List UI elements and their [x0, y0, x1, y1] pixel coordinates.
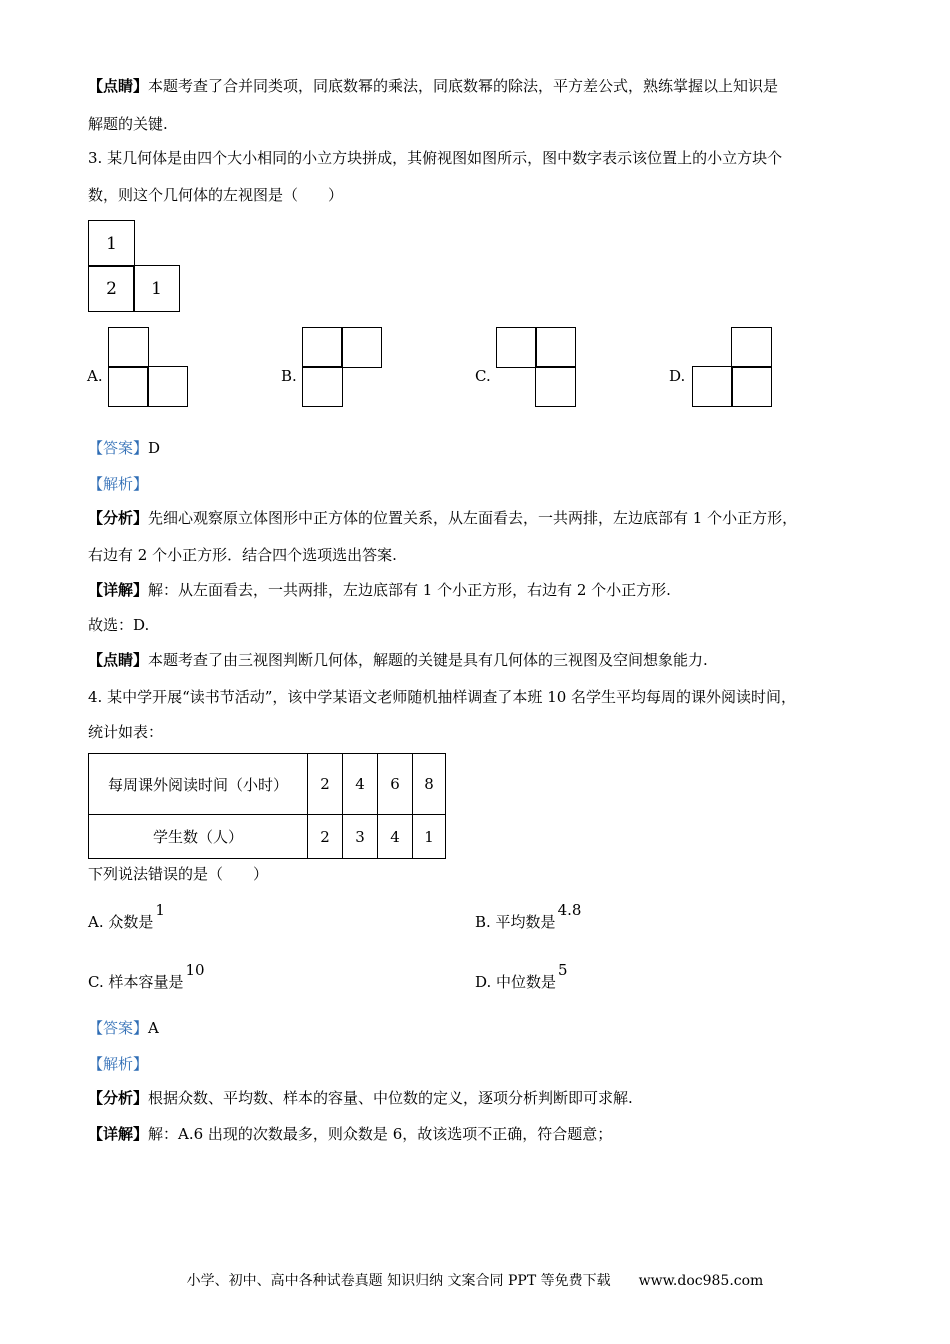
table-header-cell: 学生数（人） [89, 815, 308, 859]
option-c-square [535, 327, 576, 368]
answer-value: A [148, 1019, 159, 1037]
q3-detail [88, 580, 671, 600]
table-cell: 1 [413, 815, 446, 859]
dianjing-tag: 【点睛】 [88, 651, 149, 669]
option-c-label: C. [475, 367, 491, 385]
table-cell: 3 [343, 815, 378, 859]
top-view-cell: 1 [88, 220, 135, 267]
q4-answer [88, 1018, 159, 1038]
table-row [89, 815, 446, 859]
option-d-square [692, 366, 733, 407]
q4-option-b [475, 901, 582, 932]
q3-stem-line1: 3. 某几何体是由四个大小相同的小立方块拼成，其俯视图如图所示，图中数字表示该位置上的小立方块个 [88, 149, 783, 167]
option-b-square [341, 327, 382, 368]
option-a-square [147, 366, 188, 407]
fenxi-tag: 【分析】 [88, 1089, 149, 1107]
option-label: C. 样本容量是 [88, 973, 184, 991]
reading-time-table [88, 753, 446, 859]
option-b-label: B. [281, 367, 297, 385]
q3-analysis-tag: 【解析】 [88, 475, 149, 493]
answer-tag: 【答案】 [88, 1019, 149, 1037]
q4-stem-line1: 4. 某中学开展“读书节活动”，该中学某语文老师随机抽样调查了本班 10 名学生平均每周的课外阅读时间， [88, 688, 797, 706]
top-view-cell: 2 [88, 265, 135, 312]
q3-answer [88, 438, 160, 458]
q4-stem-line2: 统计如表： [88, 723, 164, 741]
option-d-square [731, 327, 772, 368]
table-cell: 8 [413, 754, 446, 815]
option-a-square [108, 327, 149, 368]
page-footer: 小学、初中、高中各种试卷真题 知识归纳 文案合同 PPT 等免费下载 www.doc985.com [186, 1273, 764, 1289]
answer-tag: 【答案】 [88, 439, 149, 457]
fenxi-text: 先细心观察原立体图形中正方体的位置关系，从左面看去，一共两排，左边底部有 1 个小正方形， [148, 509, 798, 527]
option-value: 10 [185, 961, 205, 979]
option-d-label: D. [669, 367, 686, 385]
dianjing-text: 本题考查了由三视图判断几何体，解题的关键是具有几何体的三视图及空间想象能力. [148, 651, 708, 669]
fenxi-tag: 【分析】 [88, 509, 149, 527]
detail-tag: 【详解】 [88, 1125, 149, 1143]
fenxi-text: 根据众数、平均数、样本的容量、中位数的定义，逐项分析判断即可求解. [148, 1089, 633, 1107]
option-b-square [302, 327, 343, 368]
table-row [89, 754, 446, 815]
option-value: 1 [155, 901, 165, 919]
answer-value: D [148, 439, 161, 457]
q3-dianjing [88, 650, 708, 670]
dianjing-tag: 【点睛】 [88, 77, 149, 95]
table-cell: 6 [378, 754, 413, 815]
dianjing-paragraph [88, 76, 778, 96]
option-a-square [108, 366, 149, 407]
q3-stem-line2: 数，则这个几何体的左视图是（ ） [88, 186, 344, 204]
option-a-label: A. [87, 367, 103, 385]
q4-option-c [88, 961, 205, 992]
q4-fenxi [88, 1088, 633, 1108]
q4-question: 下列说法错误的是（ ） [88, 865, 269, 883]
option-label: A. 众数是 [88, 913, 154, 931]
q4-analysis-tag: 【解析】 [88, 1055, 149, 1073]
option-label: D. 中位数是 [475, 973, 557, 991]
table-cell: 4 [343, 754, 378, 815]
dianjing-text-cont: 解题的关键. [88, 115, 168, 133]
option-d-square [731, 366, 772, 407]
q4-option-a [88, 901, 165, 932]
top-view-cell: 1 [133, 265, 180, 312]
option-label: B. 平均数是 [475, 913, 556, 931]
option-c-square [496, 327, 537, 368]
option-b-square [302, 366, 343, 407]
option-value: 4.8 [557, 901, 582, 919]
q3-choose: 故选：D. [88, 616, 150, 634]
q3-fenxi [88, 508, 797, 528]
detail-text: 解：从左面看去，一共两排，左边底部有 1 个小正方形，右边有 2 个小正方形. [148, 581, 671, 599]
detail-tag: 【详解】 [88, 581, 149, 599]
table-cell: 2 [308, 815, 343, 859]
q4-option-d [475, 961, 568, 992]
q4-detail [88, 1124, 612, 1144]
table-header-cell: 每周课外阅读时间（小时） [89, 754, 308, 815]
dianjing-text: 本题考查了合并同类项，同底数幂的乘法，同底数幂的除法，平方差公式，熟练掌握以上知识是 [148, 77, 779, 95]
option-c-square [535, 366, 576, 407]
table-cell: 4 [378, 815, 413, 859]
table-cell: 2 [308, 754, 343, 815]
detail-text: 解：A.6 出现的次数最多，则众数是 6，故该选项不正确，符合题意； [148, 1125, 613, 1143]
option-value: 5 [558, 961, 568, 979]
q3-fenxi-cont: 右边有 2 个小正方形．结合四个选项选出答案. [88, 546, 397, 564]
